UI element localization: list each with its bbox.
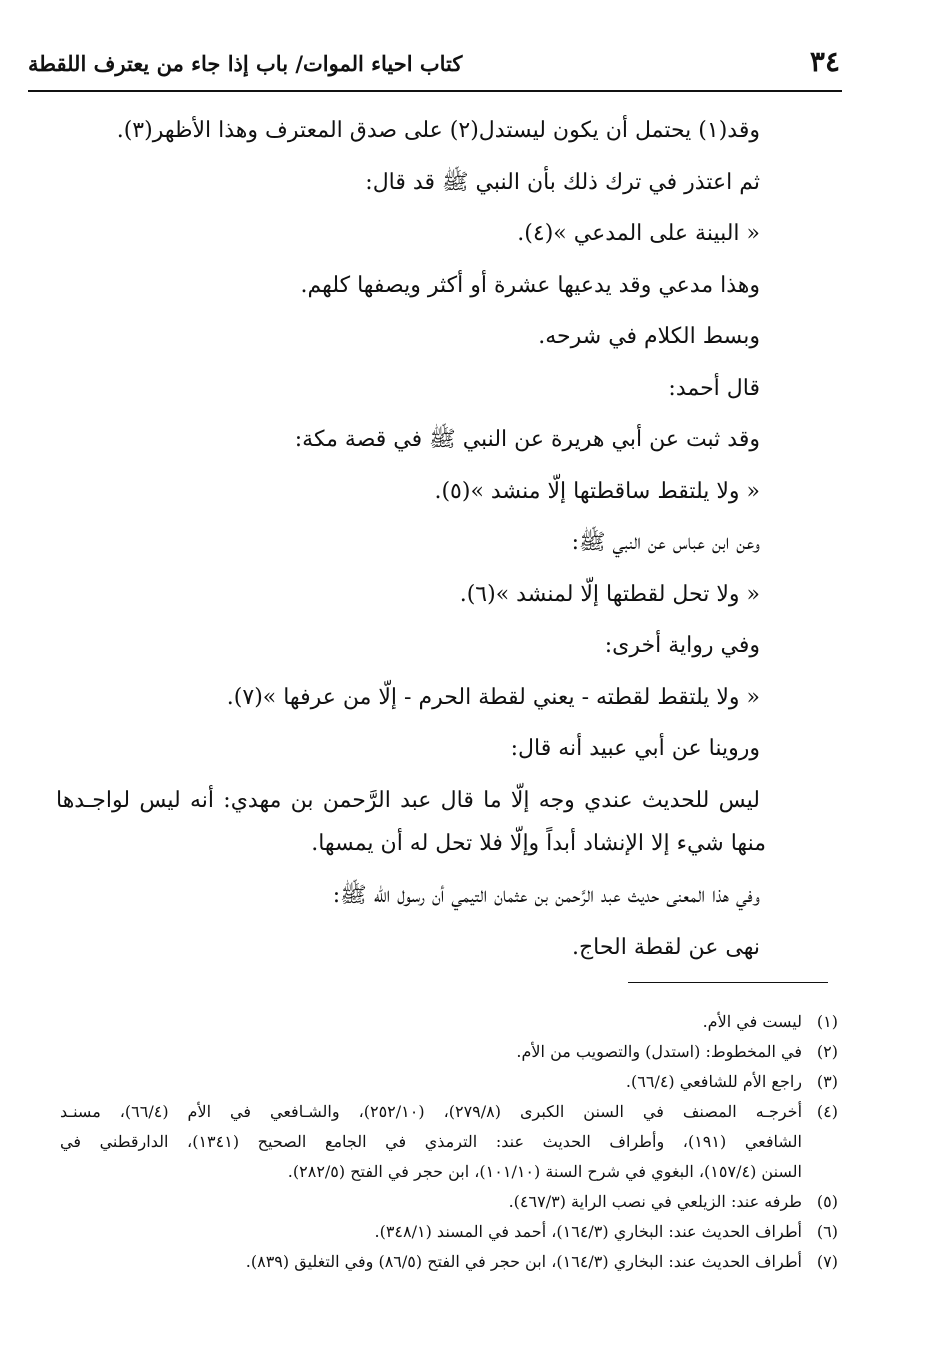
footnote-number: (٣) <box>816 1072 838 1091</box>
footnote-text: ليست في الأم. <box>702 1012 802 1031</box>
footnote <box>60 1097 838 1187</box>
footnote-number: (٦) <box>816 1222 838 1241</box>
footnote-number: (٤) <box>816 1102 838 1121</box>
footnote-separator <box>628 982 828 983</box>
footnote-number: (٧) <box>816 1252 838 1271</box>
text-line: وقد ثبت عن أبي هريرة عن النبي ﷺ في قصة مكة: <box>294 427 760 452</box>
text-line: منها شيء إلا الإنشاد أبداً وإلّا فلا تحل له أن يمسها. <box>311 831 766 856</box>
text-line: وفي رواية أخرى: <box>604 633 760 658</box>
text-line: وبسط الكلام في شرحه. <box>538 324 760 349</box>
text-line: وروينا عن أبي عبيد أنه قال: <box>510 736 760 761</box>
hadith-quote: « ولا يلتقط ساقطتها إلّا منشد »(٥). <box>434 478 760 504</box>
text-line: وعن ابن عباس عن النبي ﷺ: <box>571 530 760 555</box>
text-line: ليس للحديث عندي وجه إلّا ما قال عبد الرَّحمن بن مهدي: أنه ليس لواجـدها <box>56 787 760 813</box>
footnote <box>60 1067 838 1097</box>
footnote <box>60 1217 838 1247</box>
hadith-quote: « البينة على المدعي »(٤). <box>517 221 760 246</box>
footnote-line: السنن (١٥٧/٤)، البغوي في شرح السنة (١٠١/١٠)، ابن حجر في الفتح (٢٨٢/٥). <box>287 1162 802 1181</box>
page-header <box>28 42 842 92</box>
footnote-text: أطراف الحديث عند: البخاري (١٦٤/٣)، أحمد في المسند (٣٤٨/١). <box>374 1222 802 1241</box>
footnote-text <box>60 1097 802 1187</box>
footnote-text: في المخطوط: (استدل) والتصويب من الأم. <box>516 1042 802 1061</box>
footnote-number: (٢) <box>816 1042 838 1061</box>
hadith-quote: « ولا يلتقط لقطته - يعني لقطة الحرم - إلّا من عرفها »(٧). <box>226 684 760 710</box>
footnotes <box>60 1007 838 1277</box>
footnote-line: أخرجـه المصنف في السنن الكبرى (٢٧٩/٨)، (٢٥٢/١٠)، والشـافعي في الأم (٦٦/٤)، مسنـد <box>60 1102 803 1121</box>
running-title: كتاب احياء الموات/ باب إذا جاء من يعترف اللقطة <box>28 51 463 76</box>
text-line: قال أحمد: <box>668 375 760 401</box>
text-line: وهذا مدعي وقد يدعيها عشرة أو أكثر ويصفها كلهم. <box>300 272 760 298</box>
footnote-line: الشافعي (١٩١)، وأطراف الحديث عند: الترمذي في الجامع الصحيح (١٣٤١)، الدارقطني في <box>60 1132 803 1151</box>
footnote-number: (١) <box>816 1012 838 1031</box>
text-line: نهى عن لقطة الحاج. <box>571 934 760 960</box>
text-line: وقد(١) يحتمل أن يكون ليستدل(٢) على صدق المعترف وهذا الأظهر(٣). <box>116 118 760 143</box>
main-text <box>56 105 766 973</box>
footnote-text: أطراف الحديث عند: البخاري (١٦٤/٣)، ابن حجر في الفتح (٨٦/٥) وفي التغليق (٨٣٩). <box>245 1252 802 1271</box>
footnote <box>60 1187 838 1217</box>
text-line: ثم اعتذر في ترك ذلك بأن النبي ﷺ قد قال: <box>365 169 760 195</box>
page-number: ٣٤ <box>809 45 840 78</box>
footnote <box>60 1247 838 1277</box>
footnote-number: (٥) <box>816 1192 838 1211</box>
hadith-quote: « ولا تحل لقطتها إلّا لمنشد »(٦). <box>459 581 760 607</box>
text-line: وفي هذا المعنى حديث عبد الرَّحمن بن عثمان التيمي أن رسول الله ﷺ: <box>332 883 760 908</box>
footnote <box>60 1037 838 1067</box>
footnote-text: راجع الأم للشافعي (٦٦/٤). <box>625 1072 802 1091</box>
footnote-text: طرفه عند: الزيلعي في نصب الراية (٤٦٧/٣). <box>508 1192 802 1211</box>
footnote <box>60 1007 838 1037</box>
